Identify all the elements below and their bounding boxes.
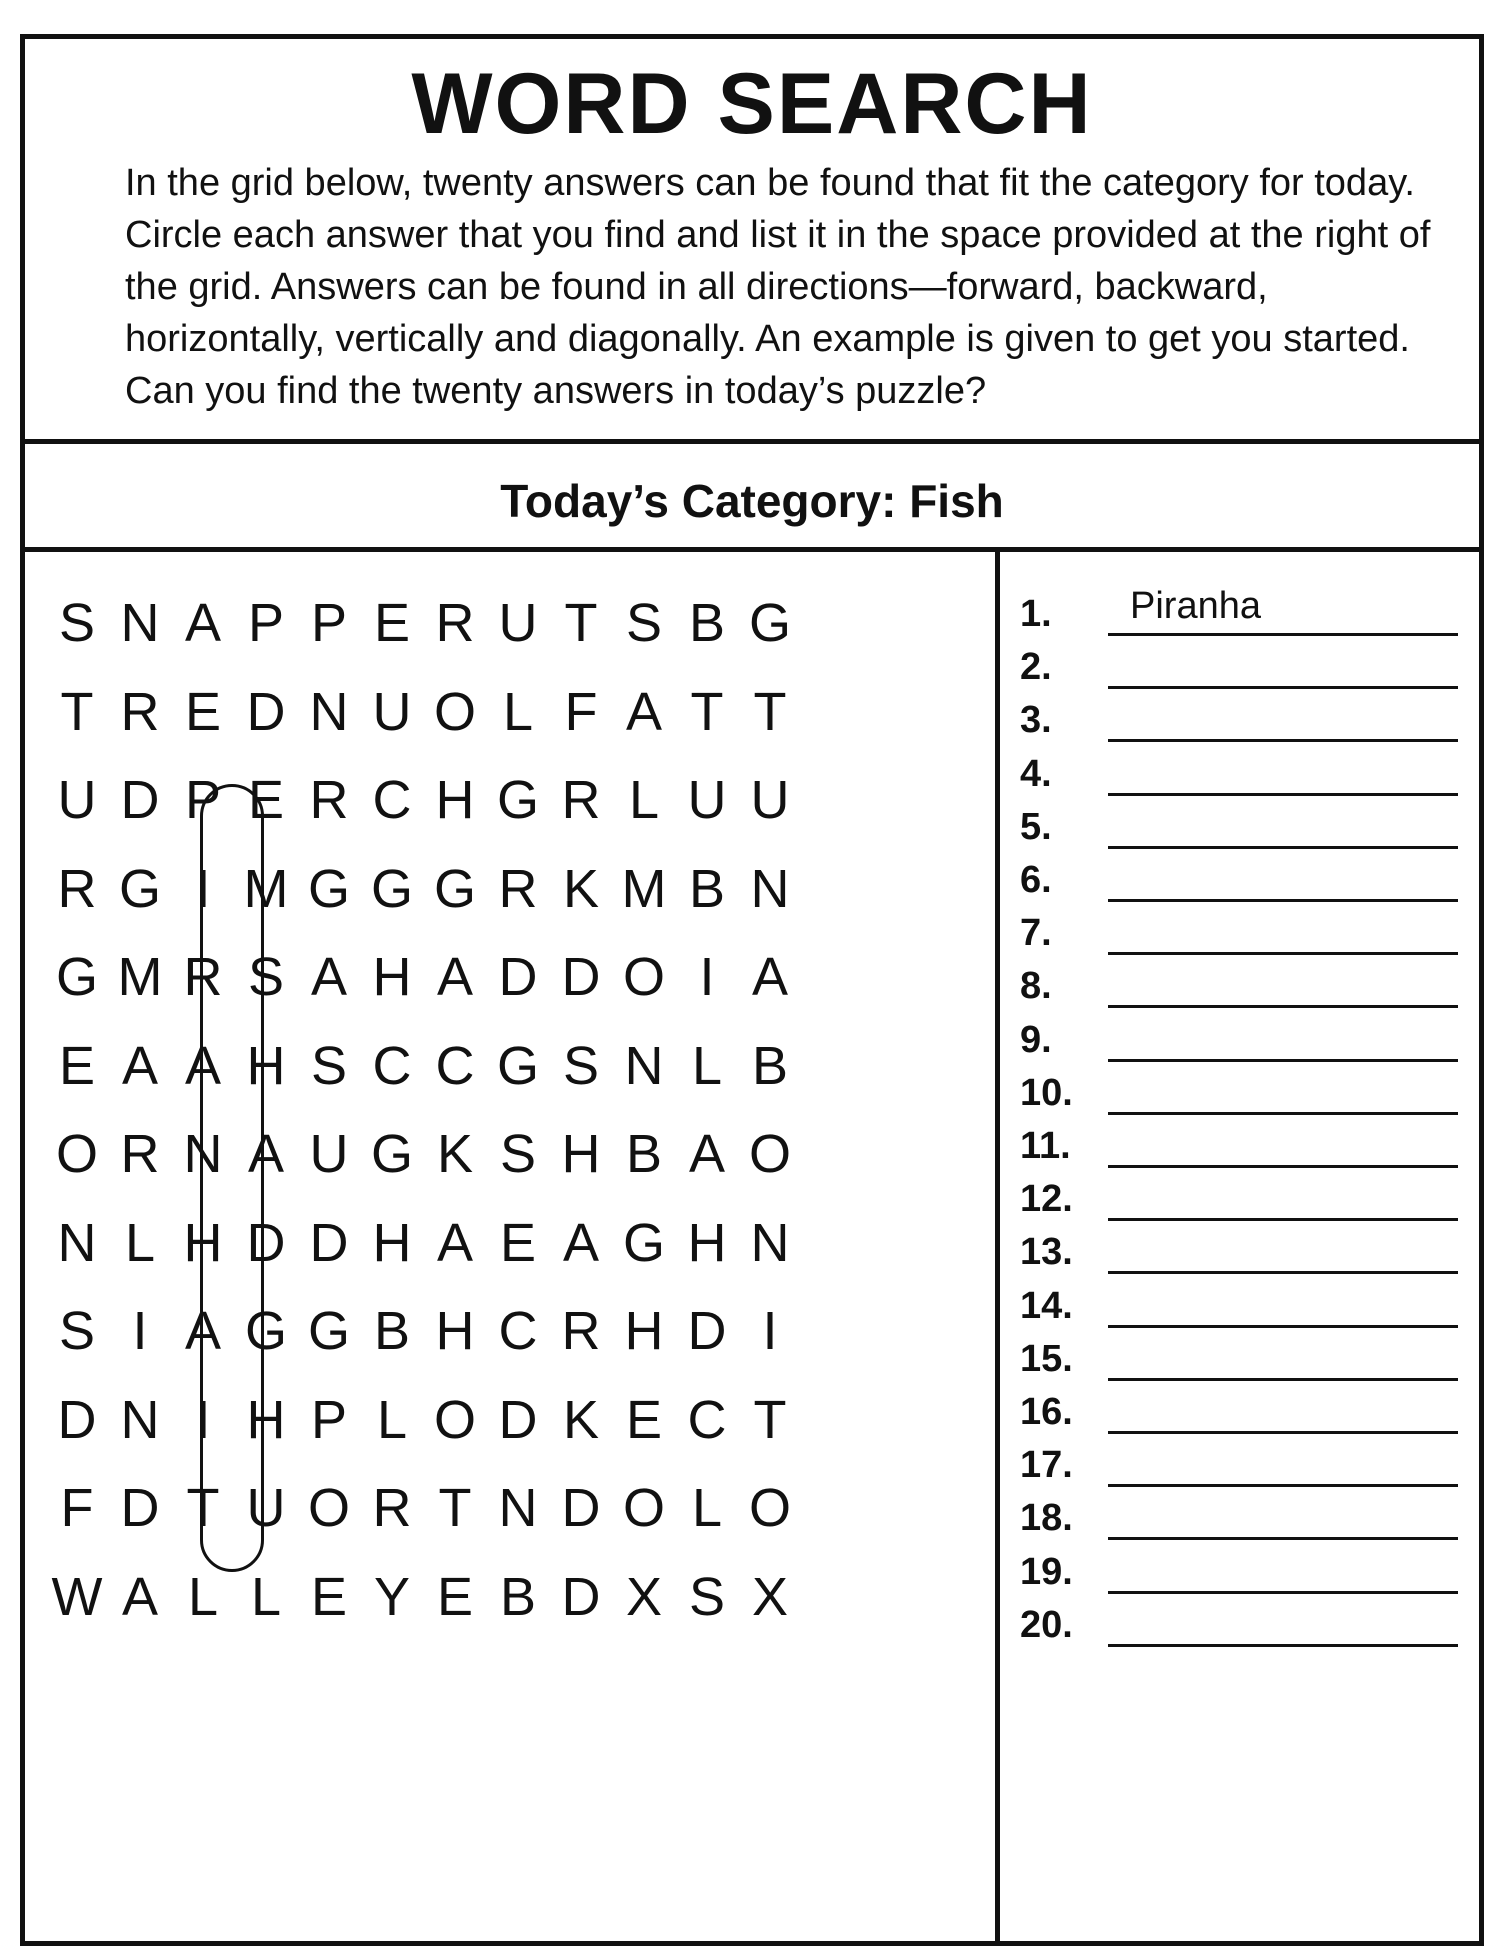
grid-letter[interactable]: R <box>435 593 475 653</box>
grid-letter[interactable]: F <box>60 1478 94 1538</box>
grid-letter[interactable]: T <box>438 1478 472 1538</box>
grid-letter[interactable]: C <box>372 770 412 830</box>
answer-number: 8. <box>1020 965 1052 1008</box>
grid-letter[interactable]: G <box>55 947 98 1007</box>
answer-row <box>1020 1220 1460 1280</box>
grid-letter[interactable]: U <box>309 1124 349 1184</box>
grid-letter[interactable]: A <box>436 1212 474 1273</box>
grid-letter[interactable]: C <box>372 1035 412 1096</box>
grid-letter[interactable]: K <box>436 1124 474 1184</box>
grid-letter[interactable]: H <box>687 1212 727 1273</box>
grid-letter[interactable]: E <box>247 770 285 830</box>
answer-number: 16. <box>1020 1391 1073 1433</box>
grid-letter[interactable]: G <box>748 593 791 653</box>
grid-letter[interactable]: E <box>184 681 222 742</box>
grid-letter[interactable]: U <box>687 770 727 830</box>
answer-row <box>1020 1274 1460 1334</box>
grid-letter[interactable]: D <box>246 1212 286 1273</box>
grid-letter[interactable]: N <box>57 1212 97 1273</box>
grid-letter[interactable]: P <box>184 770 222 830</box>
grid-letter[interactable]: B <box>625 1124 663 1184</box>
grid-letter[interactable]: R <box>57 858 97 919</box>
grid-letter[interactable]: L <box>502 681 534 742</box>
grid-letter[interactable]: H <box>624 1301 664 1361</box>
grid-letter[interactable]: E <box>436 1566 474 1627</box>
answer-number: 9. <box>1020 1018 1052 1061</box>
grid-letter[interactable]: R <box>120 681 160 742</box>
answer-number: 7. <box>1020 912 1052 955</box>
grid-letter[interactable]: S <box>499 1124 537 1184</box>
grid-letter[interactable]: L <box>691 1478 723 1538</box>
answer-number: 6. <box>1020 859 1052 901</box>
grid-letter[interactable]: N <box>750 858 790 919</box>
grid-letter[interactable]: B <box>751 1035 789 1096</box>
grid-letter[interactable]: H <box>372 947 412 1007</box>
grid-letter[interactable]: H <box>246 1389 286 1450</box>
grid-letter[interactable]: L <box>250 1566 282 1627</box>
grid-letter[interactable]: D <box>561 1478 601 1538</box>
grid-letter[interactable]: N <box>183 1124 223 1184</box>
grid-letter[interactable]: D <box>120 1478 160 1538</box>
grid-letter[interactable]: I <box>195 858 211 919</box>
grid-letter[interactable]: T <box>564 593 598 653</box>
answer-number: 19. <box>1020 1550 1073 1593</box>
answer-row <box>1020 1114 1460 1174</box>
grid-letter[interactable]: O <box>307 1478 350 1538</box>
grid-letter[interactable]: I <box>132 1301 148 1361</box>
answer-number: 17. <box>1020 1444 1073 1487</box>
grid-letter[interactable]: T <box>690 681 724 742</box>
grid-letter[interactable]: U <box>750 770 790 830</box>
grid-letter[interactable]: B <box>688 858 726 919</box>
grid-letter[interactable]: D <box>687 1301 727 1361</box>
grid-letter[interactable]: M <box>621 858 667 919</box>
grid-letter[interactable]: F <box>564 681 598 742</box>
answer-number: 11. <box>1020 1125 1071 1167</box>
answer-number: 10. <box>1020 1071 1073 1114</box>
grid-letter[interactable]: A <box>121 1035 159 1096</box>
grid-letter[interactable]: A <box>184 1301 222 1361</box>
grid-letter[interactable]: S <box>247 947 285 1007</box>
answer-row <box>1020 1540 1460 1600</box>
grid-letter[interactable]: A <box>121 1566 159 1627</box>
grid-letter[interactable]: L <box>691 1035 723 1096</box>
answer-number: 14. <box>1020 1284 1073 1327</box>
answer-row <box>1020 1008 1460 1068</box>
grid-letter[interactable]: O <box>622 1478 665 1538</box>
answer-number: 4. <box>1020 752 1052 795</box>
grid-letter[interactable]: G <box>118 858 161 919</box>
grid-letter[interactable]: R <box>561 770 601 830</box>
grid-letter[interactable]: H <box>561 1124 601 1184</box>
answer-row <box>1020 1061 1460 1121</box>
grid-letter[interactable]: A <box>310 947 348 1007</box>
grid-letter[interactable]: U <box>246 1478 286 1538</box>
answer-number: 1. <box>1020 593 1052 635</box>
grid-letter[interactable]: E <box>310 1566 348 1627</box>
grid-letter[interactable]: I <box>762 1301 778 1361</box>
answer-number: 3. <box>1020 699 1052 742</box>
answer-number: 18. <box>1020 1497 1073 1540</box>
answer-row <box>1020 795 1460 855</box>
grid-letter[interactable]: P <box>310 1389 348 1450</box>
grid-letter[interactable]: N <box>498 1478 538 1538</box>
grid-letter[interactable]: A <box>625 681 663 742</box>
grid-letter[interactable]: R <box>372 1478 412 1538</box>
grid-letter[interactable]: H <box>183 1212 223 1273</box>
grid-letter[interactable]: E <box>499 1212 537 1273</box>
grid-letter[interactable]: I <box>195 1389 211 1450</box>
grid-letter[interactable]: H <box>435 770 475 830</box>
answer-number: 5. <box>1020 805 1052 848</box>
grid-letter[interactable]: U <box>372 681 412 742</box>
grid-letter[interactable]: U <box>498 593 538 653</box>
grid-letter[interactable]: T <box>186 1478 220 1538</box>
answer-row <box>1020 742 1460 802</box>
grid-letter[interactable]: G <box>433 858 476 919</box>
grid-letter[interactable]: R <box>120 1124 160 1184</box>
grid-letter[interactable]: E <box>625 1389 663 1450</box>
grid-letter[interactable]: M <box>243 858 289 919</box>
grid-letter[interactable]: S <box>688 1566 726 1627</box>
grid-letter[interactable]: E <box>58 1035 96 1096</box>
header-section <box>25 39 1479 444</box>
grid-letter[interactable]: D <box>498 947 538 1007</box>
answer-list <box>1000 552 1479 1941</box>
grid-letter[interactable]: D <box>246 681 286 742</box>
grid-letter[interactable]: B <box>373 1301 411 1361</box>
grid-letter[interactable]: O <box>748 1124 791 1184</box>
grid-letter[interactable]: S <box>625 593 663 653</box>
grid-letter[interactable]: D <box>309 1212 349 1273</box>
grid-letter[interactable]: D <box>561 1566 601 1627</box>
grid-letter[interactable]: S <box>562 1035 600 1096</box>
grid-letter[interactable]: A <box>436 947 474 1007</box>
answer-value: Piranha <box>1130 585 1261 627</box>
grid-letter[interactable]: K <box>562 858 600 919</box>
grid-letter[interactable]: C <box>498 1301 538 1361</box>
grid-letter[interactable]: A <box>751 947 789 1007</box>
grid-letter[interactable]: C <box>687 1389 727 1450</box>
answer-row <box>1020 1593 1460 1653</box>
grid-letter[interactable]: U <box>57 770 97 830</box>
grid-letter[interactable]: I <box>699 947 715 1007</box>
grid-letter[interactable]: A <box>184 593 222 653</box>
grid-letter[interactable]: Y <box>373 1566 411 1627</box>
grid-letter[interactable]: G <box>244 1301 287 1361</box>
grid-letter[interactable]: O <box>622 947 665 1007</box>
grid-letter[interactable]: X <box>625 1566 663 1627</box>
instructions-text: In the grid below, twenty answers can be found that fit the category for today. Circle each answer that you find and list it in the space provided at the right of the grid. Answers can be found in all directions—forward, backward, horizontally, vertically and diagonally. An example is given to get you started. Can you find the twenty answers in today’s puzzle? <box>125 162 1431 412</box>
grid-letter[interactable]: G <box>307 1301 350 1361</box>
grid-letter[interactable]: P <box>247 593 285 653</box>
grid-letter[interactable]: G <box>307 858 350 919</box>
grid-letter[interactable]: N <box>120 593 160 653</box>
answer-number: 20. <box>1020 1603 1073 1646</box>
grid-letter[interactable]: H <box>435 1301 475 1361</box>
grid-letter[interactable]: A <box>562 1212 600 1273</box>
grid-letter[interactable]: D <box>498 1389 538 1450</box>
grid-letter[interactable]: W <box>51 1566 103 1627</box>
answer-number: 12. <box>1020 1178 1073 1221</box>
page-title: WORD SEARCH <box>411 56 1093 152</box>
answer-number: 13. <box>1020 1231 1073 1274</box>
grid-letter[interactable]: T <box>753 681 787 742</box>
grid-letter[interactable]: G <box>496 770 539 830</box>
grid-letter[interactable]: R <box>183 947 223 1007</box>
answer-blank-line[interactable] <box>1108 1644 1458 1647</box>
category-label: Today’s Category: Fish <box>500 475 1004 527</box>
answer-row <box>1020 1380 1460 1440</box>
grid-letter[interactable]: S <box>58 593 96 653</box>
grid-letter[interactable]: O <box>748 1478 791 1538</box>
answer-row <box>1020 1327 1460 1387</box>
grid-letter[interactable]: G <box>622 1212 665 1273</box>
grid-letter[interactable]: N <box>309 681 349 742</box>
grid-letter[interactable]: S <box>310 1035 348 1096</box>
grid-letter[interactable]: D <box>120 770 160 830</box>
grid-letter[interactable]: L <box>124 1212 156 1273</box>
letter-grid <box>25 552 1000 1941</box>
grid-letter[interactable]: A <box>247 1124 285 1184</box>
grid-letter[interactable]: G <box>370 1124 413 1184</box>
answer-row <box>1020 1167 1460 1227</box>
answer-row <box>1020 635 1460 695</box>
grid-letter[interactable]: D <box>57 1389 97 1450</box>
answer-row <box>1020 901 1460 961</box>
grid-letter[interactable]: M <box>117 947 163 1007</box>
grid-letter[interactable]: R <box>309 770 349 830</box>
grid-letter[interactable]: P <box>310 593 348 653</box>
grid-letter[interactable]: E <box>373 593 411 653</box>
answer-row <box>1020 582 1460 642</box>
grid-letter[interactable]: N <box>120 1389 160 1450</box>
grid-letter[interactable]: T <box>60 681 94 742</box>
grid-letter[interactable]: O <box>55 1124 98 1184</box>
answer-row <box>1020 688 1460 748</box>
grid-letter[interactable]: A <box>184 1035 222 1096</box>
grid-letter[interactable]: K <box>562 1389 600 1450</box>
worksheet <box>20 34 1484 1946</box>
grid-letter[interactable]: B <box>688 593 726 653</box>
grid-letter[interactable]: N <box>750 1212 790 1273</box>
grid-letter[interactable]: S <box>58 1301 96 1361</box>
answer-row <box>1020 954 1460 1014</box>
answer-number: 2. <box>1020 646 1052 689</box>
grid-letter[interactable]: L <box>376 1389 408 1450</box>
answer-row <box>1020 848 1460 908</box>
answer-number: 15. <box>1020 1337 1073 1380</box>
grid-letter[interactable]: B <box>499 1566 537 1627</box>
grid-letter[interactable]: R <box>561 1301 601 1361</box>
grid-letter[interactable]: R <box>498 858 538 919</box>
grid-letter[interactable]: L <box>628 770 660 830</box>
grid-letter[interactable]: O <box>433 681 476 742</box>
grid-letter[interactable]: H <box>372 1212 412 1273</box>
grid-letter[interactable]: T <box>753 1389 787 1450</box>
grid-letter[interactable]: G <box>496 1035 539 1096</box>
grid-letter[interactable]: N <box>624 1035 664 1096</box>
category-banner <box>25 444 1479 552</box>
answer-row <box>1020 1433 1460 1493</box>
grid-letter[interactable]: C <box>435 1035 475 1096</box>
grid-letter[interactable]: H <box>246 1035 286 1096</box>
grid-letter[interactable]: D <box>561 947 601 1007</box>
grid-letter[interactable]: A <box>688 1124 726 1184</box>
grid-letter[interactable]: G <box>370 858 413 919</box>
grid-letter[interactable]: O <box>433 1389 476 1450</box>
answer-row <box>1020 1486 1460 1546</box>
grid-letter[interactable]: L <box>187 1566 219 1627</box>
grid-letter[interactable]: X <box>751 1566 789 1627</box>
